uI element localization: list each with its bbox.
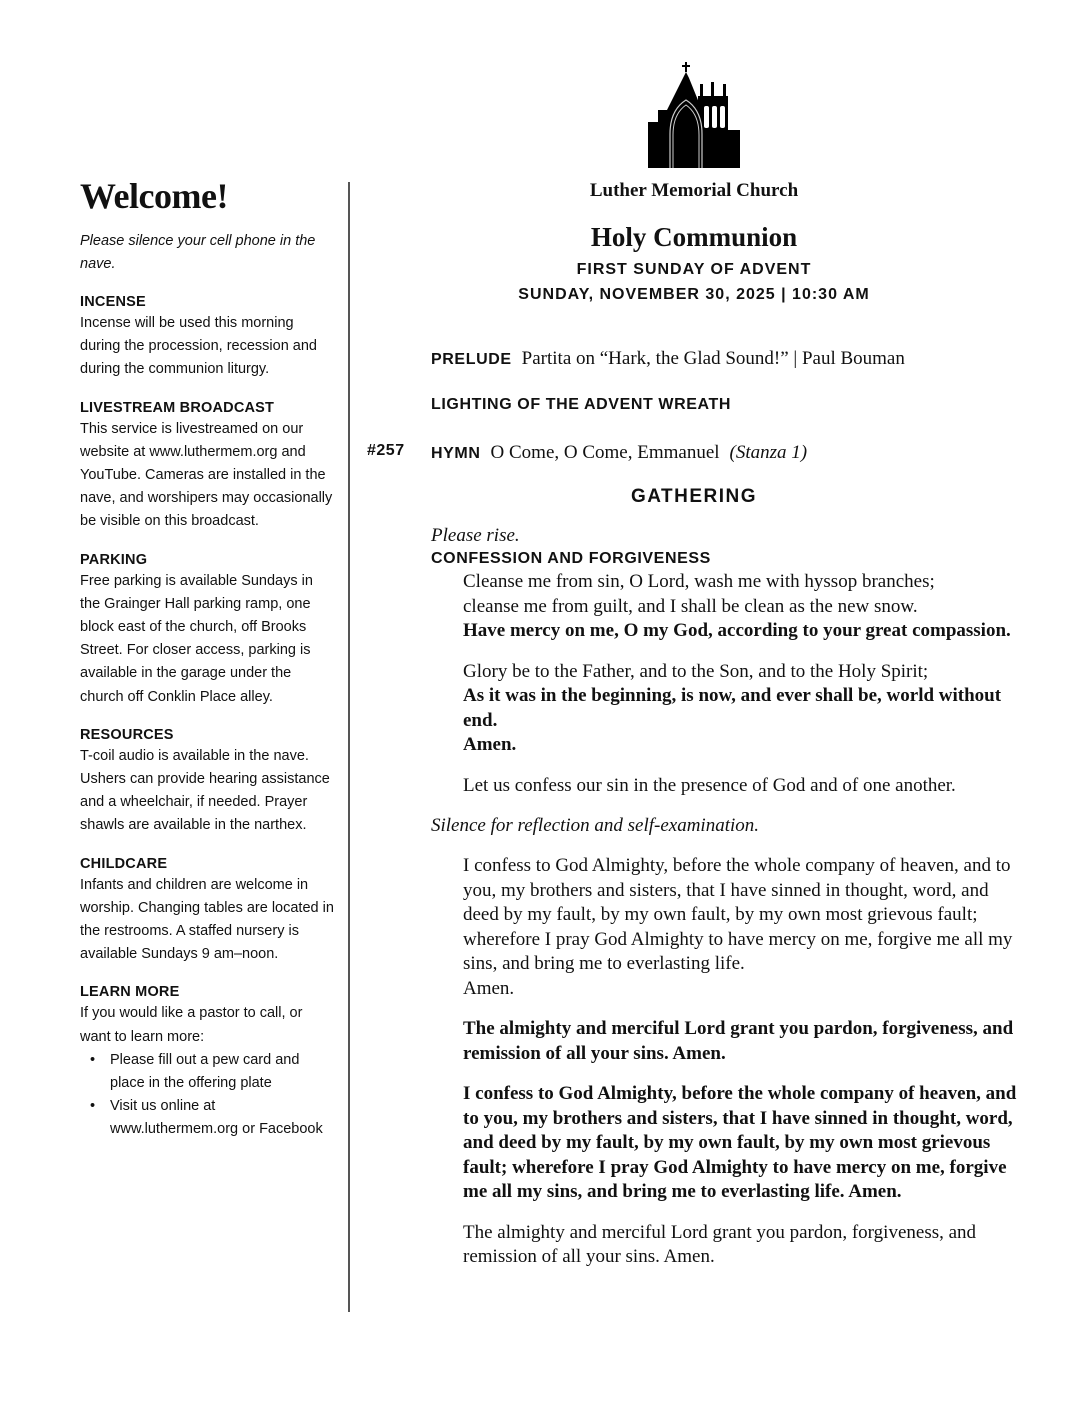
info-section-learn-more xyxy=(80,982,335,1141)
welcome-title: Welcome! xyxy=(80,176,228,216)
info-heading: RESOURCES xyxy=(80,726,174,743)
info-body: This service is livestreamed on our website at www.luthermem.org and YouTube. Cameras are installed in the nave, and worshipers may occasionally be visible on this broadcast. xyxy=(80,420,333,530)
info-section-livestream xyxy=(80,398,335,534)
liturgy-paragraph: The almighty and merciful Lord grant you pardon, forgiveness, and remission of all your sins. Amen. xyxy=(463,1221,977,1267)
advent-wreath-row xyxy=(431,396,731,414)
liturgy-paragraph: I confess to God Almighty, before the whole company of heaven, and to you, my brothers and sisters, that I have sinned in thought, word, and deed by my fault, by my own fault, by my own most grievous fault; wherefore I pray God Almighty to have mercy on me, forgive me all my sins, and bring me to everlasting life. Amen. xyxy=(463,1083,1017,1202)
hymn-title: O Come, O Come, Emmanuel xyxy=(490,442,720,463)
learn-more-intro: If you would like a pastor to call, or want to learn more: xyxy=(80,1005,303,1045)
prelude-label: PRELUDE xyxy=(431,351,512,368)
hymn-label: HYMN xyxy=(431,445,481,462)
church-name: Luther Memorial Church xyxy=(589,180,799,201)
hymn-number: #257 xyxy=(367,442,405,459)
info-heading: LEARN MORE xyxy=(80,984,180,1001)
liturgy-paragraph: Let us confess our sin in the presence of God and of one another. xyxy=(463,774,956,796)
info-body: Free parking is available Sundays in the Grainger Hall parking ramp, one block east of the church, off Brooks Street. For closer access, parking is available in the garage under the church off Conklin Place alley. xyxy=(80,572,313,705)
hymn-note: (Stanza 1) xyxy=(729,442,808,463)
gathering-heading: GATHERING xyxy=(630,486,758,507)
list-item: • Please fill out a pew card and place in the offering plate xyxy=(110,1049,335,1095)
info-body: T-coil audio is available in the nave. Ushers can provide hearing assistance and a wheelchair, if needed. Prayer shawls are available in the narthex. xyxy=(80,747,330,834)
advent-wreath-label: LIGHTING OF THE ADVENT WREATH xyxy=(431,396,732,413)
prelude-row xyxy=(431,348,905,370)
info-heading: INCENSE xyxy=(80,294,146,310)
service-title: Holy Communion xyxy=(590,222,798,252)
rubric-rise: Please rise. xyxy=(431,525,520,546)
info-section-incense xyxy=(80,292,335,382)
service-date: SUNDAY, NOVEMBER 30, 2025 | 10:30 AM xyxy=(518,286,870,303)
info-heading: LIVESTREAM BROADCAST xyxy=(80,399,275,416)
column-divider xyxy=(348,182,350,1312)
service-subtitle: FIRST SUNDAY OF ADVENT xyxy=(576,261,812,278)
liturgy-paragraph: Glory be to the Father, and to the Son, and to the Holy Spirit; As it was in the beginning, is now, and ever shall be, world without end. Amen. xyxy=(463,660,1002,755)
info-body: Incense will be used this morning during the procession, recession and during the communion liturgy. xyxy=(80,315,317,378)
info-body xyxy=(80,1002,335,1141)
info-section-resources xyxy=(80,725,335,838)
info-section-parking xyxy=(80,550,335,709)
learn-more-list xyxy=(80,1049,335,1142)
list-item: • Visit us online at www.luthermem.org or Facebook xyxy=(110,1095,335,1141)
bullet-icon: • xyxy=(90,1098,96,1115)
welcome-sidebar xyxy=(80,176,335,1158)
church-building-icon xyxy=(648,62,740,168)
info-heading: PARKING xyxy=(80,551,148,568)
bullet-icon: • xyxy=(90,1051,96,1068)
liturgy-paragraph: The almighty and merciful Lord grant you pardon, forgiveness, and remission of all your sins. Amen. xyxy=(463,1018,1014,1064)
info-section-childcare xyxy=(80,854,335,967)
info-heading: CHILDCARE xyxy=(80,855,168,872)
hymn-row xyxy=(367,442,808,464)
prelude-text: Partita on “Hark, the Glad Sound!” | Paul Bouman xyxy=(521,348,905,369)
liturgy xyxy=(431,524,1031,1286)
liturgy-paragraph: Cleanse me from sin, O Lord, wash me with hyssop branches; cleanse me from guilt, and I shall be clean as the new snow. Have mercy on me, O my God, according to your great compassion. xyxy=(463,571,1011,641)
liturgy-paragraph: I confess to God Almighty, before the whole company of heaven, and to you, my brothers and sisters, that I have sinned in thought, word, and deed by my fault, by my own fault, by my own most grievous fault; wherefore I pray God Almighty to have mercy on me, forgive me all my sins, and bring me to everlasting life. Amen. xyxy=(463,855,1013,999)
info-body: Infants and children are welcome in worship. Changing tables are located in the restrooms. A staffed nursery is available Sundays 9 am–noon. xyxy=(80,876,334,963)
silence-note: Please silence your cell phone in the nave. xyxy=(80,233,316,272)
rubric-silence: Silence for reflection and self-examination. xyxy=(431,815,760,836)
confession-heading: CONFESSION AND FORGIVENESS xyxy=(431,550,711,567)
